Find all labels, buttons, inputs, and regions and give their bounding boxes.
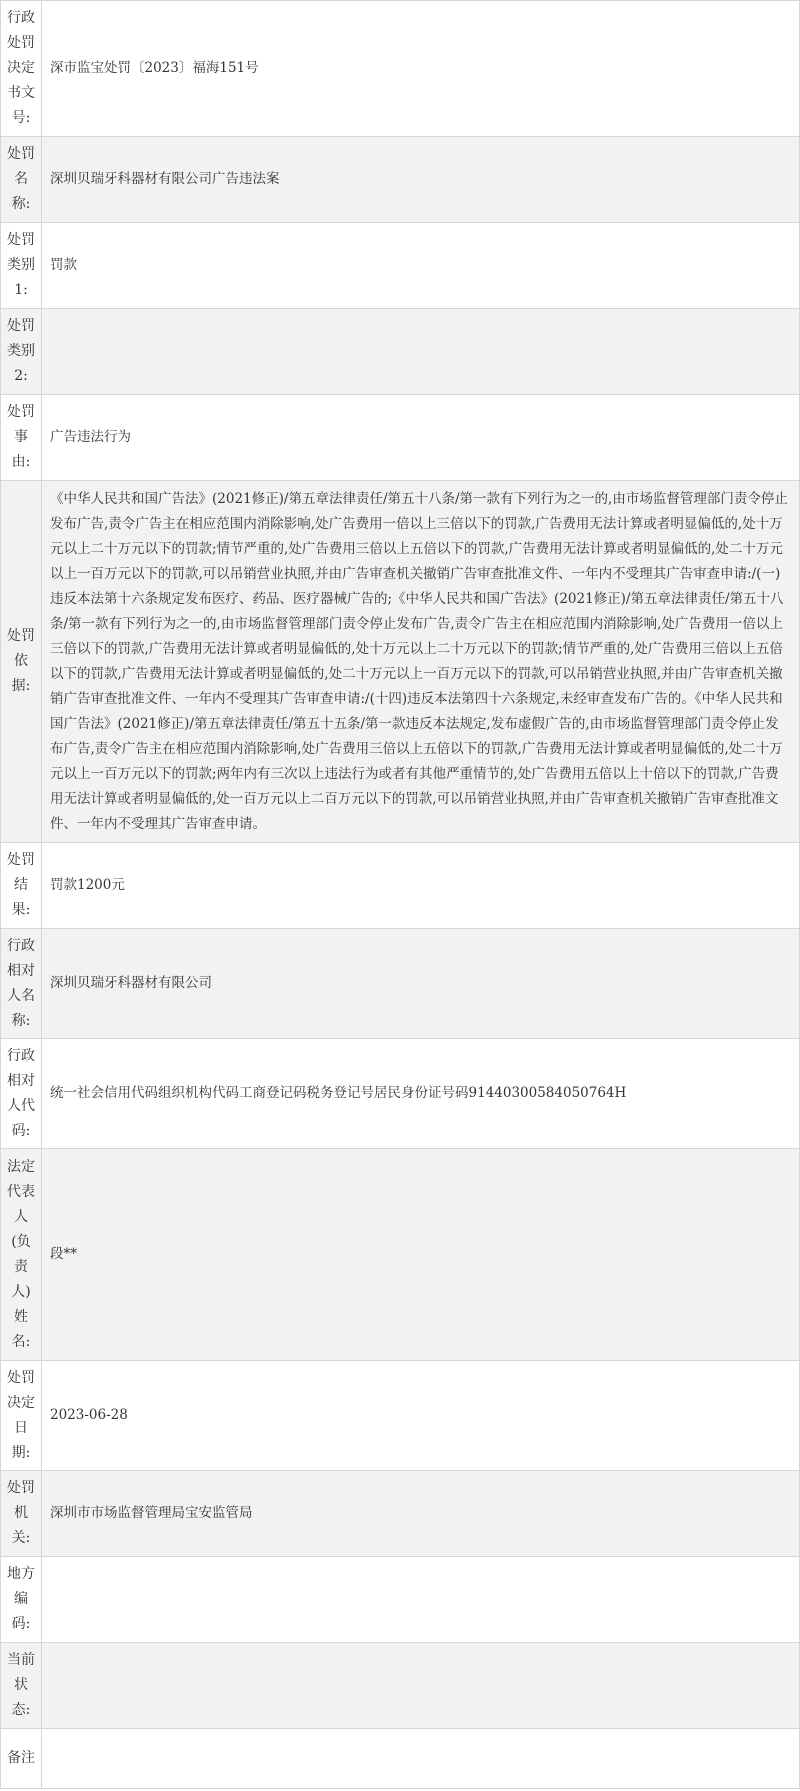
field-value [42, 1643, 800, 1729]
field-label: 行政相对人代码: [1, 1039, 42, 1149]
row-penalty-category-1 [1, 223, 800, 309]
row-penalty-result [1, 843, 800, 929]
field-value: 统一社会信用代码组织机构代码工商登记码税务登记号居民身份证号码91440300584050764H [42, 1039, 800, 1149]
field-label: 处罚机关: [1, 1471, 42, 1557]
field-value: 深圳贝瑞牙科器材有限公司 [42, 929, 800, 1039]
field-label: 行政相对人名称: [1, 929, 42, 1039]
field-label: 处罚名称: [1, 137, 42, 223]
field-value [42, 1557, 800, 1643]
field-label: 处罚决定日期: [1, 1361, 42, 1471]
field-value: 广告违法行为 [42, 395, 800, 481]
field-label: 处罚依据: [1, 481, 42, 843]
row-penalty-name [1, 137, 800, 223]
row-remarks [1, 1729, 800, 1789]
field-value: 罚款1200元 [42, 843, 800, 929]
row-decision-number [1, 1, 800, 137]
field-value: 深市监宝处罚〔2023〕福海151号 [42, 1, 800, 137]
field-label: 行政处罚决定书文号: [1, 1, 42, 137]
row-decision-date [1, 1361, 800, 1471]
field-value: 深圳市市场监督管理局宝安监管局 [42, 1471, 800, 1557]
row-current-status [1, 1643, 800, 1729]
field-label: 处罚类别1: [1, 223, 42, 309]
row-counterparty-name [1, 929, 800, 1039]
field-label: 处罚事由: [1, 395, 42, 481]
field-value [42, 1729, 800, 1789]
field-value: 深圳贝瑞牙科器材有限公司广告违法案 [42, 137, 800, 223]
row-penalty-reason [1, 395, 800, 481]
field-value [42, 309, 800, 395]
field-value: 段** [42, 1149, 800, 1361]
field-label: 处罚类别2: [1, 309, 42, 395]
field-label: 备注 [1, 1729, 42, 1789]
field-value: 罚款 [42, 223, 800, 309]
field-value: 2023-06-28 [42, 1361, 800, 1471]
field-label: 法定代表人(负责人)姓名: [1, 1149, 42, 1361]
field-label: 处罚结果: [1, 843, 42, 929]
row-legal-representative [1, 1149, 800, 1361]
row-penalty-basis [1, 481, 800, 843]
field-label: 地方编码: [1, 1557, 42, 1643]
row-counterparty-code [1, 1039, 800, 1149]
field-label: 当前状态: [1, 1643, 42, 1729]
row-penalty-authority [1, 1471, 800, 1557]
field-value: 《中华人民共和国广告法》(2021修正)/第五章法律责任/第五十八条/第一款有下列行为之一的,由市场监督管理部门责令停止发布广告,责令广告主在相应范围内消除影响,处广告费用一倍以上三倍以下的罚款,广告费用无法计算或者明显偏低的,处十万元以上二十万元以下的罚款;情节严重的,处广告费用三倍以上五倍以下的罚款,广告费用无法计算或者明显偏低的,处二十万元以上一百万元以下的罚款,可以吊销营业执照,并由广告审查机关撤销广告审查批准文件、一年内不受理其广告审查申请:/(一)违反本法第十六条规定发布医疗、药品、医疗器械广告的;《中华人民共和国广告法》(2021修正)/第五章法律责任/第五十八条/第一款有下列行为之一的,由市场监督管理部门责令停止发布广告,责令广告主在相应范围内消除影响,处广告费用一倍以上三倍以下的罚款,广告费用无法计算或者明显偏低的,处十万元以上二十万元以下的罚款;情节严重的,处广告费用三倍以上五倍以下的罚款,广告费用无法计算或者明显偏低的,处二十万元以上一百万元以下的罚款,可以吊销营业执照,并由广告审查机关撤销广告审查批准文件、一年内不受理其广告审查申请:/(十四)违反本法第四十六条规定,未经审查发布广告的。《中华人民共和国广告法》(2021修正)/第五章法律责任/第五十五条/第一款违反本法规定,发布虚假广告的,由市场监督管理部门责令停止发布广告,责令广告主在相应范围内消除影响,处广告费用三倍以上五倍以下的罚款,广告费用无法计算或者明显偏低的,处二十万元以上一百万元以下的罚款;两年内有三次以上违法行为或者有其他严重情节的,处广告费用五倍以上十倍以下的罚款,广告费用无法计算或者明显偏低的,处一百万元以上二百万元以下的罚款,可以吊销营业执照,并由广告审查机关撤销广告审查批准文件、一年内不受理其广告审查申请。 [42, 481, 800, 843]
row-penalty-category-2 [1, 309, 800, 395]
row-local-code [1, 1557, 800, 1643]
